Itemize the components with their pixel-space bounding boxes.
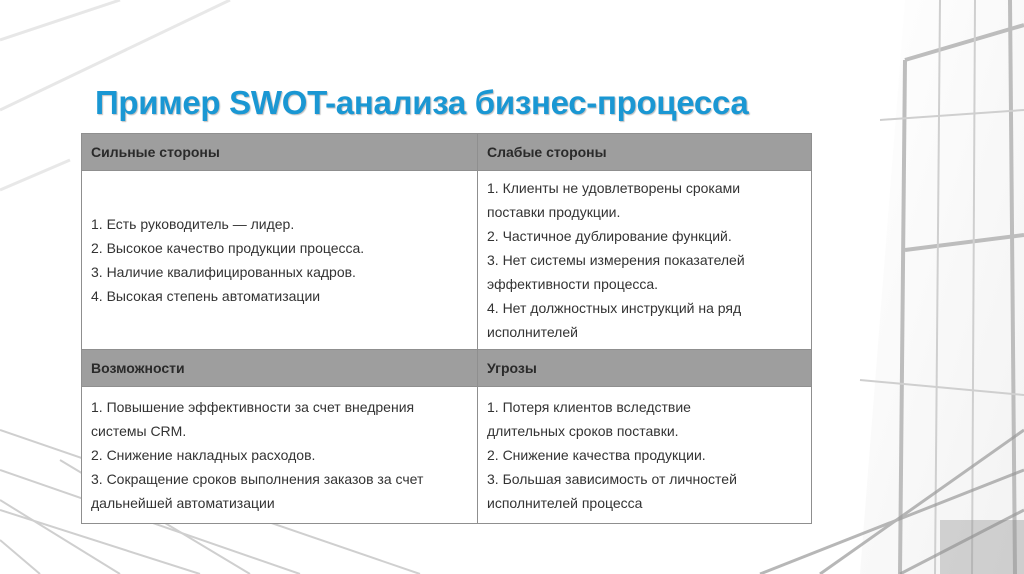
table-header-row [82, 350, 812, 387]
list-item: 2. Частичное дублирование функций. [487, 228, 732, 244]
table-header-row [82, 134, 812, 171]
list-item: длительных сроков поставки. [487, 423, 679, 439]
swot-table [81, 133, 812, 524]
list-item: 2. Снижение накладных расходов. [91, 447, 316, 463]
weaknesses-cell [478, 171, 812, 350]
list-item: исполнителей процесса [487, 495, 643, 511]
threats-cell [478, 387, 812, 524]
list-item: 4. Нет должностных инструкций на ряд [487, 300, 742, 316]
list-item: 2. Высокое качество продукции процесса. [91, 240, 365, 256]
opportunities-cell [82, 387, 478, 524]
list-item: дальнейшей автоматизации [91, 495, 275, 511]
opportunities-header: Возможности [82, 350, 478, 387]
list-item: 1. Повышение эффективности за счет внедрения [91, 399, 415, 415]
list-item: 3. Сокращение сроков выполнения заказов за счет [91, 471, 424, 487]
list-item: 4. Высокая степень автоматизации [91, 288, 321, 304]
list-item: 3. Большая зависимость от личностей [487, 471, 737, 487]
list-item: исполнителей [487, 324, 578, 340]
strengths-header: Сильные стороны [82, 134, 478, 171]
list-item: 2. Снижение качества продукции. [487, 447, 706, 463]
list-item: 1. Клиенты не удовлетворены сроками [487, 180, 741, 196]
table-row [82, 171, 812, 350]
table-row [82, 387, 812, 524]
threats-header: Угрозы [478, 350, 812, 387]
list-item: 3. Наличие квалифицированных кадров. [91, 264, 356, 280]
list-item: 3. Нет системы измерения показателей [487, 252, 745, 268]
list-item: эффективности процесса. [487, 276, 659, 292]
strengths-cell [82, 171, 478, 350]
list-item: системы CRM. [91, 423, 187, 439]
list-item: 1. Есть руководитель — лидер. [91, 216, 295, 232]
weaknesses-header: Слабые стороны [478, 134, 812, 171]
list-item: 1. Потеря клиентов вследствие [487, 399, 691, 415]
slide-title: Пример SWOT-анализа бизнес-процесса [95, 84, 749, 121]
list-item: поставки продукции. [487, 204, 621, 220]
